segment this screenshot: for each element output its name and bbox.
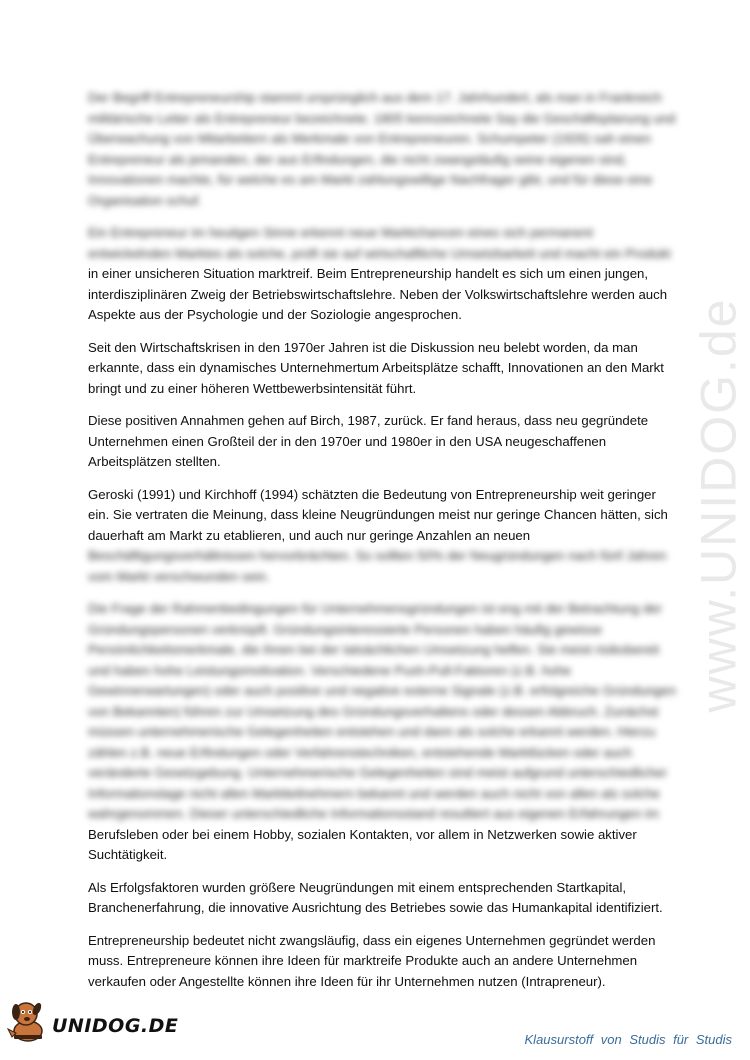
text-line: ein. Sie vertraten die Meinung, dass kleine Neugründungen meist nur geringe Chancen hätten, sich (88, 507, 668, 522)
blurred-text-line: müssen unternehmerische Gelegenheiten entstehen und dann als solche erkannt werden. Hierzu (88, 724, 656, 739)
blurred-text-line: wahrgenommen. Dieser unterschiedliche Informationsstand resultiert aus eigenen Erfahrungen im (88, 806, 660, 821)
text-line: Diese positiven Annahmen gehen auf Birch, 1987, zurück. Er fand heraus, dass neu gegründete (88, 413, 649, 428)
blurred-text-line: zählen z.B. neue Erfindungen oder Verfahrenstechniken, entstehende Marktlücken oder auch (88, 744, 632, 760)
blurred-text-line: Der Begriff Entrepreneurship stammt ursprünglich aus dem 17. Jahrhundert, als man in Frankreich (88, 90, 662, 105)
blurred-text-line: Beschäftigungsverhältnissen hervorbrächten. So sollten 50% der Neugründungen nach fünf Jahren (88, 548, 667, 563)
blurred-text-line: Innovationen machte, für welche es am Markt zahlungswillige Nachfrager gibt, und für diese eine (88, 172, 653, 187)
blurred-text-line: entwickelnden Marktes als solche, prüft sie auf wirtschaftliche Umsetzbarkeit und macht ein Produkt (88, 245, 671, 261)
logo-wordmark: UNIDOG.DE (52, 1015, 179, 1037)
blurred-text-line: und haben hohe Leistungsmotivation. Verschiedene Push-Pull-Faktoren (z.B. hohe (88, 662, 572, 678)
paragraph (88, 223, 670, 326)
blurred-text-line: Entrepreneur als jemanden, der aus Erfindungen, die nicht zwangsläufig seine eigenen sind, (88, 151, 627, 167)
blurred-text-line: Überwachung von Mitarbeitern als Merkmale von Entrepreneuren. Schumpeter (1926) sah einen (88, 131, 651, 146)
paragraph (88, 88, 676, 211)
blurred-text-line: von Bekannten) führen zur Umsetzung des Gründungsverhaltens oder dessen Abbruch. Zunächst (88, 703, 659, 719)
text-line: bringt und zu einer höheren Wettbewerbsintensität führt. (88, 380, 417, 396)
paragraph (88, 338, 670, 400)
text-line: Arbeitsplätzen stellten. (88, 454, 221, 469)
blurred-text-line: Persönlichkeitsmerkmale, die ihnen bei der tatsächlichen Umsetzung helfen. Sie meist risikobereit (88, 642, 659, 657)
blurred-text-line: Gewinnerwartungen) oder auch positive und negative externe Signale (z.B. erfolgreiche Gründungen (88, 683, 676, 698)
text-line: erkannte, dass ein dynamisches Unternehmertum Arbeitsplätze schafft, Innovationen an den Markt (88, 360, 664, 375)
text-line: interdisziplinären Zweig der Betriebswirtschaftslehre. Neben der Volkswirtschaftslehre werden auch (88, 286, 668, 302)
watermark-text: www.UNIDOG.de (690, 297, 746, 713)
unidog-logo (6, 997, 178, 1043)
blurred-text-line: Informationslage nicht allen Marktteilnehmern bekannt und werden auch nicht von allen als solche (88, 785, 660, 801)
text-line: verkaufen oder Angestellte können ihre Ideen für ihr Unternehmen nutzen (Intrapreneur). (88, 973, 606, 989)
paragraph (88, 599, 676, 866)
text-line: Geroski (1991) und Kirchhoff (1994) schätzten die Bedeutung von Entrepreneurship weit geringer (88, 486, 656, 502)
blurred-text-line: Organisation schuf. (88, 192, 202, 208)
paragraph (88, 878, 670, 919)
text-line: muss. Entrepreneure können ihre Ideen für marktreife Produkte auch an andere Unternehmen (88, 953, 638, 968)
page-footer (0, 992, 750, 1060)
blurred-text-line: vom Markt verschwunden sein. (88, 568, 270, 584)
text-line: Als Erfolgsfaktoren wurden größere Neugründungen mit einem entsprechenden Startkapital, (88, 879, 627, 895)
blurred-text-line: Gründungspersonen verknüpft. Gründungsinteressierte Personen haben häufig gewisse (88, 621, 602, 637)
document-body (88, 88, 676, 1004)
blurred-text-line: Ein Entrepreneur im heutigen Sinne erkennt neue Marktchancen eines sich permanent (88, 225, 594, 240)
text-line: Seit den Wirtschaftskrisen in den 1970er Jahren ist die Diskussion neu belebt worden, da man (88, 339, 638, 355)
paragraph (88, 931, 670, 993)
footer-slogan: Klausurstoff von Studis für Studis (524, 1032, 732, 1047)
blurred-text-line: Die Frage der Rahmenbedingungen für Unternehmensgründungen ist eng mit der Betrachtung der (88, 601, 663, 616)
text-line: Aspekte aus der Psychologie und der Soziologie angesprochen. (88, 307, 462, 322)
blurred-text-line: militärische Leiter als Entrepreneur bezeichnete. 1805 kennzeichnete Say die Geschäftsplanung und (88, 110, 676, 126)
blurred-text-line: veränderte Gesetzgebung. Unternehmerische Gelegenheiten sind meist aufgrund unterschiedlicher (88, 765, 668, 780)
text-line: in einer unsicheren Situation marktreif. Beim Entrepreneurship handelt es sich um einen jungen, (88, 266, 649, 281)
dog-logo-icon (6, 997, 50, 1043)
text-line: dauerhaft am Markt zu etablieren, und auch nur geringe Anzahlen an neuen (88, 527, 531, 543)
text-line: Branchenerfahrung, die innovative Ausrichtung des Betriebes sowie das Humankapital identifiziert. (88, 900, 663, 915)
paragraph (88, 411, 670, 473)
text-line: Berufsleben oder bei einem Hobby, sozialen Kontakten, vor allem in Netzwerken sowie aktiver (88, 826, 637, 842)
text-line: Entrepreneurship bedeutet nicht zwangsläufig, dass ein eigenes Unternehmen gegründet werden (88, 932, 656, 948)
paragraph (88, 485, 670, 588)
text-line: Unternehmen einen Großteil der in den 1970er und 1980er in den USA neugeschaffenen (88, 433, 607, 449)
text-line: Suchtätigkeit. (88, 847, 168, 862)
watermark (688, 270, 748, 740)
